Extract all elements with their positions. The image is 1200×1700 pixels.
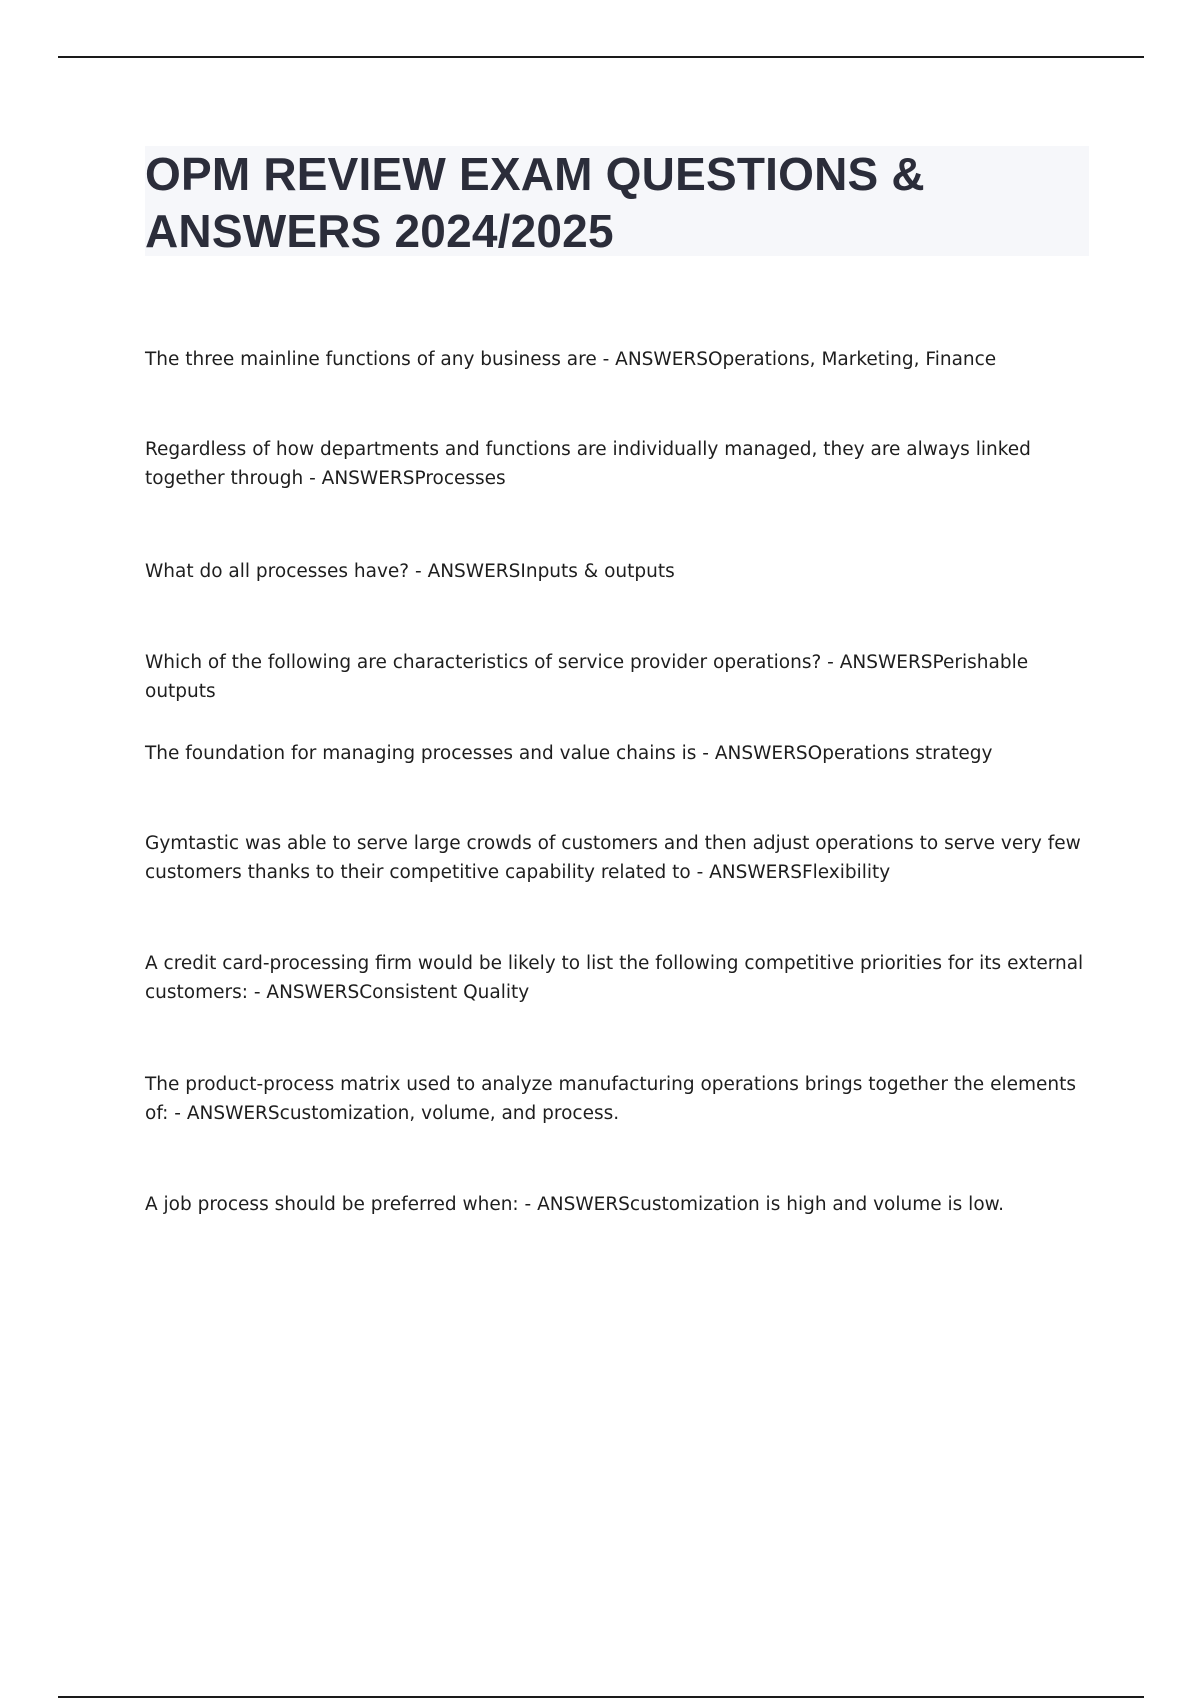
- qa-item: A job process should be preferred when: - ANSWERScustomization is high and volume is low.: [145, 1194, 1004, 1215]
- qa-item: The foundation for managing processes and value chains is - ANSWERSOperations strategy: [145, 743, 993, 764]
- qa-item: Which of the following are characteristics of service provider operations? - ANSWERSPerishable outputs: [145, 652, 1029, 702]
- title-block: [145, 146, 1089, 256]
- qa-item: The three mainline functions of any business are - ANSWERSOperations, Marketing, Finance: [145, 349, 997, 370]
- qa-item: A credit card-processing firm would be likely to list the following competitive priorities for its external customers: - ANSWERSConsistent Quality: [145, 953, 1084, 1003]
- document-title: OPM REVIEW EXAM QUESTIONS & ANSWERS 2024/2025: [145, 148, 925, 257]
- qa-item: Regardless of how departments and functions are individually managed, they are always linked together through - ANSWERSProcesses: [145, 439, 1031, 489]
- qa-item: What do all processes have? - ANSWERSInputs & outputs: [145, 561, 675, 582]
- qa-item: The product-process matrix used to analyze manufacturing operations brings together the elements of: - ANSWERScustomization, volume, and process.: [145, 1074, 1076, 1124]
- qa-item: Gymtastic was able to serve large crowds of customers and then adjust operations to serve very few customers thanks to their competitive capability related to - ANSWERSFlexibility: [145, 833, 1081, 883]
- bottom-rule: [58, 1696, 1144, 1698]
- top-rule: [58, 56, 1144, 58]
